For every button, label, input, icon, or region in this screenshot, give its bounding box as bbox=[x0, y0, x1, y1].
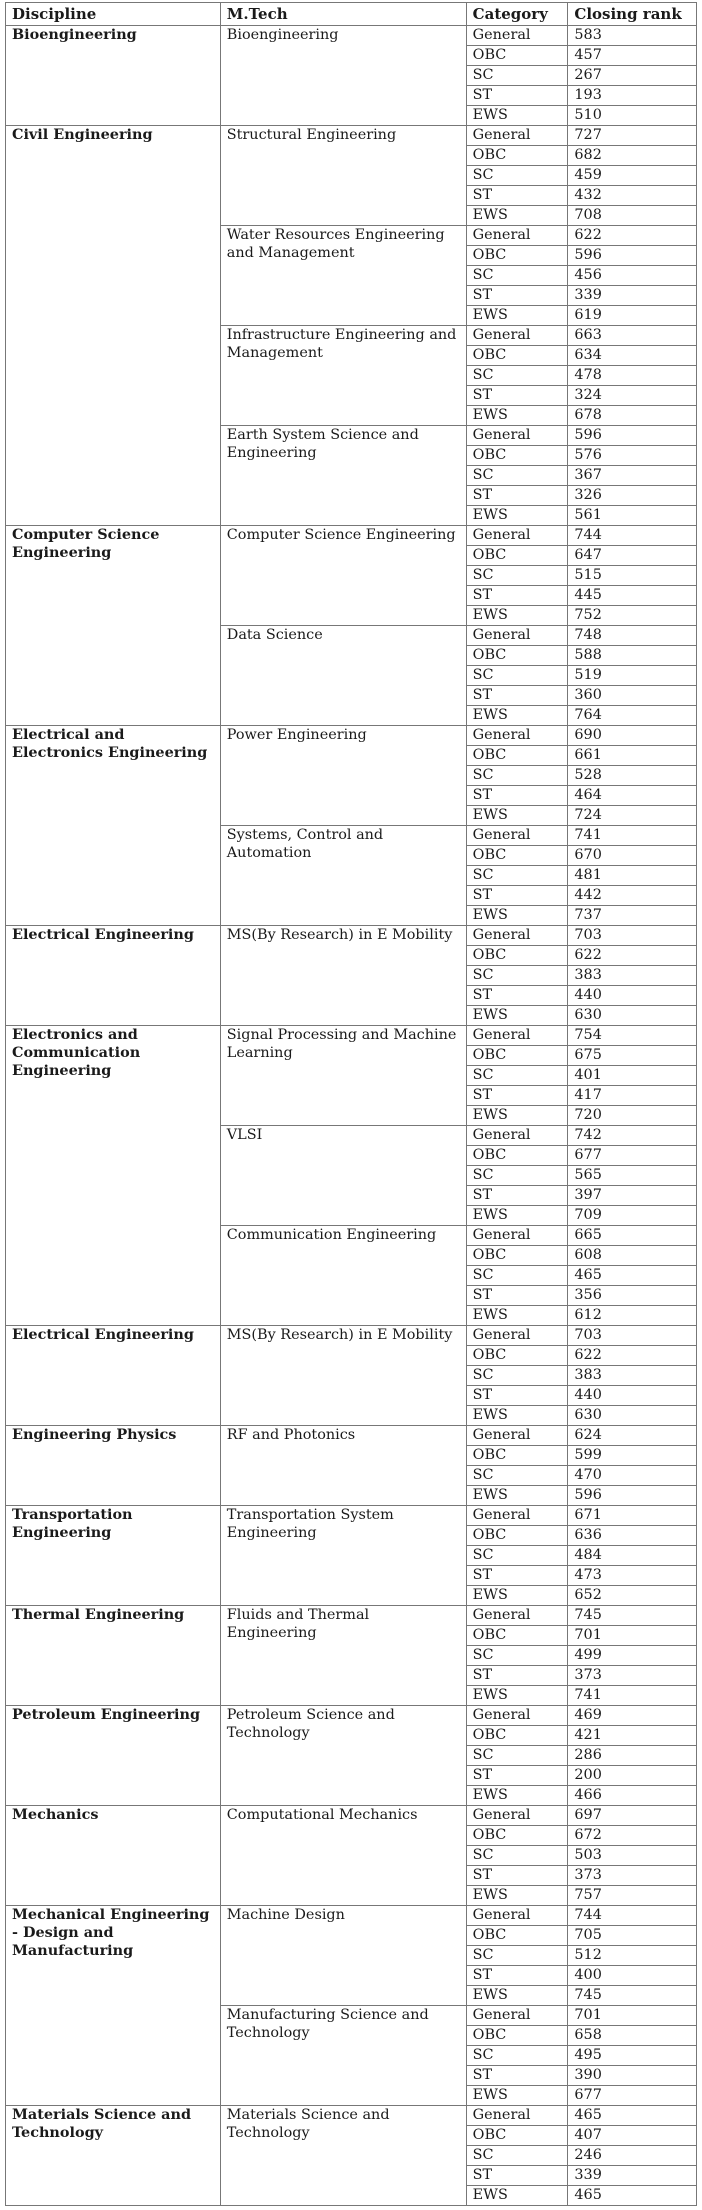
closing-rank-cell: 373 bbox=[568, 1666, 697, 1686]
category-cell: ST bbox=[466, 1766, 568, 1786]
mtech-program-cell: RF and Photonics bbox=[220, 1426, 466, 1506]
mtech-program-cell: Computer Science Engineering bbox=[220, 526, 466, 626]
closing-rank-cell: 675 bbox=[568, 1046, 697, 1066]
closing-rank-cell: 481 bbox=[568, 866, 697, 886]
category-cell: OBC bbox=[466, 1146, 568, 1166]
closing-rank-cell: 608 bbox=[568, 1246, 697, 1266]
discipline-cell: Engineering Physics bbox=[6, 1426, 221, 1506]
category-cell: SC bbox=[466, 366, 568, 386]
category-cell: OBC bbox=[466, 2126, 568, 2146]
mtech-program-cell: Manufacturing Science and Technology bbox=[220, 2006, 466, 2106]
category-cell: SC bbox=[466, 2046, 568, 2066]
category-cell: EWS bbox=[466, 1006, 568, 1026]
table-row bbox=[6, 26, 697, 46]
closing-rank-cell: 622 bbox=[568, 946, 697, 966]
closing-rank-cell: 561 bbox=[568, 506, 697, 526]
closing-rank-cell: 466 bbox=[568, 1786, 697, 1806]
category-cell: ST bbox=[466, 86, 568, 106]
category-cell: General bbox=[466, 126, 568, 146]
closing-rank-cell: 671 bbox=[568, 1506, 697, 1526]
closing-rank-cell: 742 bbox=[568, 1126, 697, 1146]
closing-rank-cell: 665 bbox=[568, 1226, 697, 1246]
category-cell: SC bbox=[466, 1066, 568, 1086]
closing-rank-cell: 400 bbox=[568, 1966, 697, 1986]
closing-rank-cell: 456 bbox=[568, 266, 697, 286]
closing-rank-cell: 596 bbox=[568, 426, 697, 446]
category-cell: EWS bbox=[466, 1106, 568, 1126]
category-cell: ST bbox=[466, 2066, 568, 2086]
closing-rank-cell: 286 bbox=[568, 1746, 697, 1766]
category-cell: General bbox=[466, 1606, 568, 1626]
mtech-program-cell: MS(By Research) in E Mobility bbox=[220, 1326, 466, 1426]
closing-rank-cell: 469 bbox=[568, 1706, 697, 1726]
category-cell: SC bbox=[466, 966, 568, 986]
discipline-cell: Electrical Engineering bbox=[6, 926, 221, 1026]
closing-rank-cell: 622 bbox=[568, 226, 697, 246]
category-cell: ST bbox=[466, 1186, 568, 1206]
category-cell: ST bbox=[466, 486, 568, 506]
category-cell: General bbox=[466, 1026, 568, 1046]
discipline-cell: Transportation Engineering bbox=[6, 1506, 221, 1606]
closing-rank-cell: 421 bbox=[568, 1726, 697, 1746]
category-cell: ST bbox=[466, 986, 568, 1006]
discipline-cell: Civil Engineering bbox=[6, 126, 221, 526]
category-cell: EWS bbox=[466, 606, 568, 626]
closing-rank-cell: 690 bbox=[568, 726, 697, 746]
category-cell: OBC bbox=[466, 1246, 568, 1266]
closing-rank-cell: 583 bbox=[568, 26, 697, 46]
category-cell: General bbox=[466, 426, 568, 446]
category-cell: EWS bbox=[466, 1686, 568, 1706]
mtech-program-cell: Bioengineering bbox=[220, 26, 466, 126]
table-row bbox=[6, 1606, 697, 1626]
category-cell: OBC bbox=[466, 646, 568, 666]
mtech-program-cell: VLSI bbox=[220, 1126, 466, 1226]
category-cell: General bbox=[466, 1806, 568, 1826]
closing-rank-cell: 596 bbox=[568, 1486, 697, 1506]
mtech-program-cell: MS(By Research) in E Mobility bbox=[220, 926, 466, 1026]
category-cell: OBC bbox=[466, 146, 568, 166]
closing-rank-cell: 630 bbox=[568, 1006, 697, 1026]
closing-rank-cell: 519 bbox=[568, 666, 697, 686]
discipline-cell: Bioengineering bbox=[6, 26, 221, 126]
category-cell: ST bbox=[466, 186, 568, 206]
closing-rank-cell: 401 bbox=[568, 1066, 697, 1086]
closing-rank-cell: 741 bbox=[568, 826, 697, 846]
category-cell: EWS bbox=[466, 706, 568, 726]
category-cell: SC bbox=[466, 766, 568, 786]
category-cell: EWS bbox=[466, 506, 568, 526]
category-cell: SC bbox=[466, 166, 568, 186]
category-cell: SC bbox=[466, 666, 568, 686]
closing-rank-cell: 748 bbox=[568, 626, 697, 646]
category-cell: General bbox=[466, 2006, 568, 2026]
category-cell: OBC bbox=[466, 746, 568, 766]
discipline-cell: Computer Science Engineering bbox=[6, 526, 221, 726]
closing-rank-cell: 464 bbox=[568, 786, 697, 806]
closing-rank-cell: 576 bbox=[568, 446, 697, 466]
category-cell: OBC bbox=[466, 1526, 568, 1546]
closing-rank-cell: 588 bbox=[568, 646, 697, 666]
category-cell: General bbox=[466, 1426, 568, 1446]
category-cell: EWS bbox=[466, 1206, 568, 1226]
mtech-program-cell: Water Resources Engineering and Management bbox=[220, 226, 466, 326]
closing-rank-cell: 764 bbox=[568, 706, 697, 726]
closing-rank-cell: 636 bbox=[568, 1526, 697, 1546]
mtech-program-cell: Materials Science and Technology bbox=[220, 2106, 466, 2206]
closing-rank-table bbox=[5, 2, 697, 2206]
closing-rank-cell: 390 bbox=[568, 2066, 697, 2086]
category-cell: OBC bbox=[466, 1346, 568, 1366]
category-cell: OBC bbox=[466, 1726, 568, 1746]
closing-rank-cell: 200 bbox=[568, 1766, 697, 1786]
closing-rank-cell: 697 bbox=[568, 1806, 697, 1826]
category-cell: General bbox=[466, 926, 568, 946]
closing-rank-cell: 652 bbox=[568, 1586, 697, 1606]
table-header bbox=[6, 3, 697, 26]
category-cell: ST bbox=[466, 586, 568, 606]
category-cell: ST bbox=[466, 1386, 568, 1406]
closing-rank-cell: 457 bbox=[568, 46, 697, 66]
header-closing-rank: Closing rank bbox=[568, 3, 697, 26]
category-cell: OBC bbox=[466, 946, 568, 966]
mtech-program-cell: Earth System Science and Engineering bbox=[220, 426, 466, 526]
closing-rank-cell: 360 bbox=[568, 686, 697, 706]
mtech-program-cell: Infrastructure Engineering and Management bbox=[220, 326, 466, 426]
closing-rank-cell: 397 bbox=[568, 1186, 697, 1206]
category-cell: EWS bbox=[466, 2086, 568, 2106]
category-cell: General bbox=[466, 1906, 568, 1926]
category-cell: EWS bbox=[466, 1986, 568, 2006]
table-row bbox=[6, 1806, 697, 1826]
closing-rank-cell: 745 bbox=[568, 1986, 697, 2006]
closing-rank-cell: 459 bbox=[568, 166, 697, 186]
closing-rank-cell: 495 bbox=[568, 2046, 697, 2066]
category-cell: ST bbox=[466, 786, 568, 806]
mtech-program-cell: Computational Mechanics bbox=[220, 1806, 466, 1906]
closing-rank-cell: 677 bbox=[568, 2086, 697, 2106]
category-cell: ST bbox=[466, 2166, 568, 2186]
closing-rank-cell: 465 bbox=[568, 2186, 697, 2206]
header-category: Category bbox=[466, 3, 568, 26]
closing-rank-cell: 465 bbox=[568, 2106, 697, 2126]
closing-rank-cell: 470 bbox=[568, 1466, 697, 1486]
discipline-cell: Thermal Engineering bbox=[6, 1606, 221, 1706]
category-cell: SC bbox=[466, 1166, 568, 1186]
discipline-cell: Materials Science and Technology bbox=[6, 2106, 221, 2206]
mtech-program-cell: Machine Design bbox=[220, 1906, 466, 2006]
category-cell: ST bbox=[466, 286, 568, 306]
category-cell: ST bbox=[466, 686, 568, 706]
category-cell: OBC bbox=[466, 446, 568, 466]
category-cell: General bbox=[466, 1326, 568, 1346]
category-cell: ST bbox=[466, 886, 568, 906]
mtech-program-cell: Petroleum Science and Technology bbox=[220, 1706, 466, 1806]
category-cell: OBC bbox=[466, 846, 568, 866]
closing-rank-cell: 754 bbox=[568, 1026, 697, 1046]
category-cell: ST bbox=[466, 1286, 568, 1306]
header-discipline: Discipline bbox=[6, 3, 221, 26]
table-body bbox=[6, 26, 697, 2206]
category-cell: SC bbox=[466, 266, 568, 286]
closing-rank-cell: 672 bbox=[568, 1826, 697, 1846]
category-cell: SC bbox=[466, 866, 568, 886]
category-cell: EWS bbox=[466, 406, 568, 426]
closing-rank-cell: 724 bbox=[568, 806, 697, 826]
category-cell: SC bbox=[466, 1366, 568, 1386]
category-cell: General bbox=[466, 326, 568, 346]
category-cell: OBC bbox=[466, 1446, 568, 1466]
closing-rank-cell: 440 bbox=[568, 1386, 697, 1406]
closing-rank-cell: 705 bbox=[568, 1926, 697, 1946]
category-cell: EWS bbox=[466, 906, 568, 926]
closing-rank-cell: 503 bbox=[568, 1846, 697, 1866]
closing-rank-cell: 339 bbox=[568, 2166, 697, 2186]
category-cell: OBC bbox=[466, 2026, 568, 2046]
category-cell: EWS bbox=[466, 1886, 568, 1906]
mtech-program-cell: Power Engineering bbox=[220, 726, 466, 826]
closing-rank-cell: 356 bbox=[568, 1286, 697, 1306]
closing-rank-cell: 741 bbox=[568, 1686, 697, 1706]
table-row bbox=[6, 1326, 697, 1346]
closing-rank-cell: 442 bbox=[568, 886, 697, 906]
closing-rank-cell: 512 bbox=[568, 1946, 697, 1966]
category-cell: SC bbox=[466, 1266, 568, 1286]
category-cell: EWS bbox=[466, 206, 568, 226]
category-cell: SC bbox=[466, 566, 568, 586]
category-cell: General bbox=[466, 1706, 568, 1726]
category-cell: General bbox=[466, 26, 568, 46]
category-cell: EWS bbox=[466, 1406, 568, 1426]
category-cell: ST bbox=[466, 1866, 568, 1886]
mtech-program-cell: Signal Processing and Machine Learning bbox=[220, 1026, 466, 1126]
category-cell: ST bbox=[466, 1566, 568, 1586]
table-row bbox=[6, 2106, 697, 2126]
closing-rank-cell: 367 bbox=[568, 466, 697, 486]
category-cell: SC bbox=[466, 1746, 568, 1766]
category-cell: EWS bbox=[466, 306, 568, 326]
closing-rank-cell: 267 bbox=[568, 66, 697, 86]
mtech-program-cell: Data Science bbox=[220, 626, 466, 726]
closing-rank-cell: 465 bbox=[568, 1266, 697, 1286]
closing-rank-cell: 528 bbox=[568, 766, 697, 786]
closing-rank-cell: 440 bbox=[568, 986, 697, 1006]
category-cell: OBC bbox=[466, 1826, 568, 1846]
category-cell: SC bbox=[466, 2146, 568, 2166]
closing-rank-cell: 634 bbox=[568, 346, 697, 366]
closing-rank-cell: 407 bbox=[568, 2126, 697, 2146]
closing-rank-cell: 663 bbox=[568, 326, 697, 346]
category-cell: OBC bbox=[466, 246, 568, 266]
category-cell: General bbox=[466, 1126, 568, 1146]
closing-rank-cell: 682 bbox=[568, 146, 697, 166]
closing-rank-cell: 619 bbox=[568, 306, 697, 326]
category-cell: SC bbox=[466, 1466, 568, 1486]
closing-rank-cell: 701 bbox=[568, 2006, 697, 2026]
discipline-cell: Electronics and Communication Engineering bbox=[6, 1026, 221, 1326]
closing-rank-cell: 709 bbox=[568, 1206, 697, 1226]
closing-rank-cell: 703 bbox=[568, 1326, 697, 1346]
closing-rank-cell: 510 bbox=[568, 106, 697, 126]
table-row bbox=[6, 1506, 697, 1526]
category-cell: ST bbox=[466, 1666, 568, 1686]
closing-rank-cell: 744 bbox=[568, 1906, 697, 1926]
category-cell: OBC bbox=[466, 346, 568, 366]
closing-rank-cell: 193 bbox=[568, 86, 697, 106]
closing-rank-cell: 599 bbox=[568, 1446, 697, 1466]
table-row bbox=[6, 1906, 697, 1926]
category-cell: SC bbox=[466, 1646, 568, 1666]
closing-rank-cell: 445 bbox=[568, 586, 697, 606]
closing-rank-cell: 432 bbox=[568, 186, 697, 206]
closing-rank-cell: 703 bbox=[568, 926, 697, 946]
category-cell: SC bbox=[466, 1546, 568, 1566]
category-cell: General bbox=[466, 526, 568, 546]
mtech-program-cell: Communication Engineering bbox=[220, 1226, 466, 1326]
category-cell: OBC bbox=[466, 1046, 568, 1066]
mtech-program-cell: Fluids and Thermal Engineering bbox=[220, 1606, 466, 1706]
category-cell: OBC bbox=[466, 46, 568, 66]
closing-rank-cell: 647 bbox=[568, 546, 697, 566]
category-cell: EWS bbox=[466, 1586, 568, 1606]
header-mtech: M.Tech bbox=[220, 3, 466, 26]
table-row bbox=[6, 126, 697, 146]
closing-rank-cell: 727 bbox=[568, 126, 697, 146]
closing-rank-cell: 677 bbox=[568, 1146, 697, 1166]
closing-rank-cell: 737 bbox=[568, 906, 697, 926]
closing-rank-cell: 383 bbox=[568, 1366, 697, 1386]
discipline-cell: Mechanics bbox=[6, 1806, 221, 1906]
closing-rank-cell: 630 bbox=[568, 1406, 697, 1426]
table-row bbox=[6, 726, 697, 746]
category-cell: General bbox=[466, 626, 568, 646]
closing-rank-cell: 744 bbox=[568, 526, 697, 546]
table-row bbox=[6, 1426, 697, 1446]
closing-rank-cell: 565 bbox=[568, 1166, 697, 1186]
closing-rank-cell: 670 bbox=[568, 846, 697, 866]
category-cell: ST bbox=[466, 1086, 568, 1106]
table-row bbox=[6, 1706, 697, 1726]
category-cell: EWS bbox=[466, 2186, 568, 2206]
category-cell: EWS bbox=[466, 1486, 568, 1506]
category-cell: General bbox=[466, 1506, 568, 1526]
category-cell: SC bbox=[466, 66, 568, 86]
category-cell: OBC bbox=[466, 1926, 568, 1946]
closing-rank-cell: 720 bbox=[568, 1106, 697, 1126]
category-cell: EWS bbox=[466, 106, 568, 126]
closing-rank-cell: 661 bbox=[568, 746, 697, 766]
category-cell: OBC bbox=[466, 546, 568, 566]
closing-rank-cell: 612 bbox=[568, 1306, 697, 1326]
closing-rank-cell: 473 bbox=[568, 1566, 697, 1586]
closing-rank-cell: 658 bbox=[568, 2026, 697, 2046]
mtech-program-cell: Structural Engineering bbox=[220, 126, 466, 226]
discipline-cell: Electrical and Electronics Engineering bbox=[6, 726, 221, 926]
closing-rank-cell: 515 bbox=[568, 566, 697, 586]
closing-rank-cell: 701 bbox=[568, 1626, 697, 1646]
category-cell: ST bbox=[466, 386, 568, 406]
closing-rank-cell: 624 bbox=[568, 1426, 697, 1446]
closing-rank-cell: 478 bbox=[568, 366, 697, 386]
closing-rank-cell: 246 bbox=[568, 2146, 697, 2166]
closing-rank-cell: 499 bbox=[568, 1646, 697, 1666]
category-cell: OBC bbox=[466, 1626, 568, 1646]
closing-rank-cell: 752 bbox=[568, 606, 697, 626]
closing-rank-cell: 324 bbox=[568, 386, 697, 406]
closing-rank-cell: 745 bbox=[568, 1606, 697, 1626]
closing-rank-cell: 678 bbox=[568, 406, 697, 426]
category-cell: ST bbox=[466, 1966, 568, 1986]
category-cell: SC bbox=[466, 1946, 568, 1966]
category-cell: General bbox=[466, 226, 568, 246]
category-cell: SC bbox=[466, 1846, 568, 1866]
closing-rank-cell: 622 bbox=[568, 1346, 697, 1366]
closing-rank-cell: 373 bbox=[568, 1866, 697, 1886]
category-cell: General bbox=[466, 1226, 568, 1246]
closing-rank-cell: 708 bbox=[568, 206, 697, 226]
category-cell: EWS bbox=[466, 1306, 568, 1326]
category-cell: SC bbox=[466, 466, 568, 486]
closing-rank-cell: 339 bbox=[568, 286, 697, 306]
closing-rank-cell: 757 bbox=[568, 1886, 697, 1906]
discipline-cell: Mechanical Engineering - Design and Manufacturing bbox=[6, 1906, 221, 2106]
closing-rank-cell: 383 bbox=[568, 966, 697, 986]
discipline-cell: Petroleum Engineering bbox=[6, 1706, 221, 1806]
category-cell: EWS bbox=[466, 1786, 568, 1806]
closing-rank-cell: 417 bbox=[568, 1086, 697, 1106]
discipline-cell: Electrical Engineering bbox=[6, 1326, 221, 1426]
table-row bbox=[6, 1026, 697, 1046]
category-cell: EWS bbox=[466, 806, 568, 826]
category-cell: General bbox=[466, 726, 568, 746]
closing-rank-cell: 596 bbox=[568, 246, 697, 266]
table-row bbox=[6, 926, 697, 946]
mtech-program-cell: Systems, Control and Automation bbox=[220, 826, 466, 926]
header-row bbox=[6, 3, 697, 26]
category-cell: General bbox=[466, 2106, 568, 2126]
mtech-program-cell: Transportation System Engineering bbox=[220, 1506, 466, 1606]
closing-rank-cell: 326 bbox=[568, 486, 697, 506]
category-cell: General bbox=[466, 826, 568, 846]
closing-rank-cell: 484 bbox=[568, 1546, 697, 1566]
table-row bbox=[6, 526, 697, 546]
